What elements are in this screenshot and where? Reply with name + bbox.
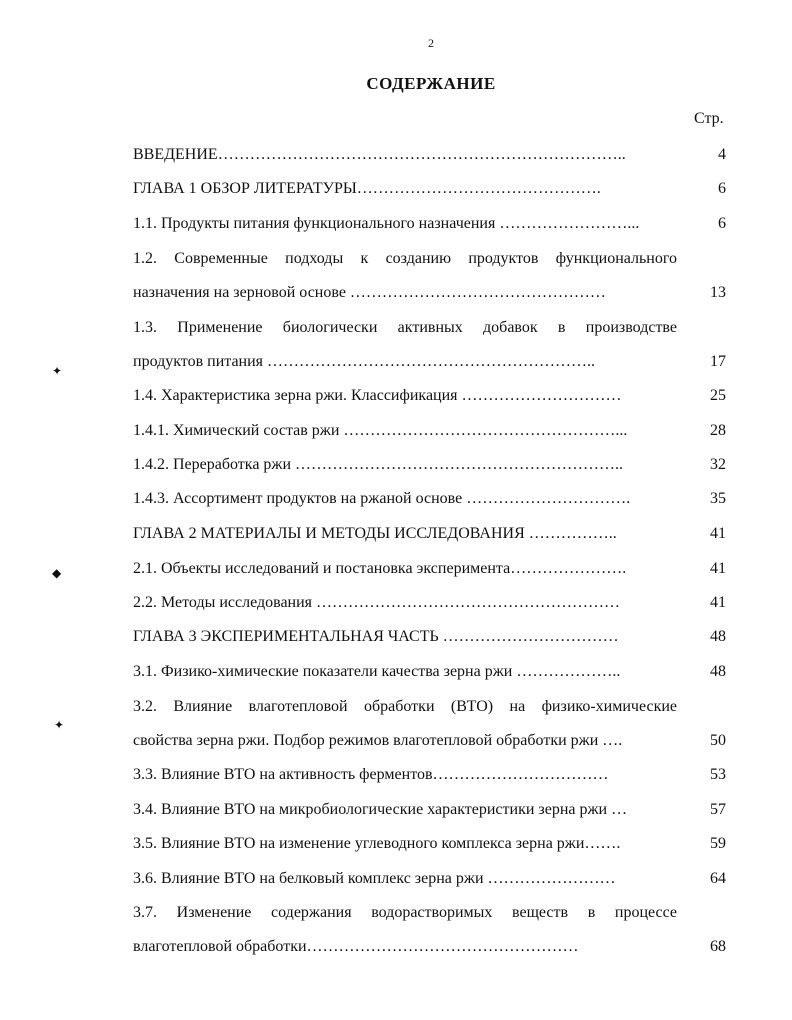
toc-entry[interactable]: 2.1. Объекты исследований и постановка эксперимента…………………. <box>133 560 627 577</box>
page-number: 2 <box>428 36 434 50</box>
toc-page: 4 <box>718 146 726 163</box>
toc-page: 17 <box>710 353 726 370</box>
toc-entry[interactable]: 1.4.3. Ассортимент продуктов на ржаной основе …………………………. <box>133 490 631 507</box>
toc-entry[interactable]: 3.2. Влияние влаготепловой обработки (ВТО) на физико-химические <box>133 698 677 715</box>
toc-page: 68 <box>710 938 726 955</box>
margin-mark: ✦ <box>54 718 65 732</box>
toc-page: 48 <box>710 628 726 645</box>
toc-entry[interactable]: 3.4. Влияние ВТО на микробиологические характеристики зерна ржи … <box>133 801 628 818</box>
toc-entry[interactable]: 2.2. Методы исследования ………………………………………………… <box>133 594 621 611</box>
toc-entry[interactable]: 1.4. Характеристика зерна ржи. Классификация ………………………… <box>133 387 622 404</box>
page-title: СОДЕРЖАНИЕ <box>366 74 496 93</box>
toc-entry[interactable]: 3.3. Влияние ВТО на активность ферментов…………………………… <box>133 766 609 783</box>
toc-page: 41 <box>710 560 726 577</box>
toc-page: 41 <box>710 525 726 542</box>
toc-page: 28 <box>710 422 726 439</box>
toc-entry-cont[interactable]: продуктов питания …………………………………………………….. <box>133 353 596 370</box>
toc-entry-chapter-1[interactable]: ГЛАВА 1 ОБЗОР ЛИТЕРАТУРЫ………………………………………. <box>133 180 601 197</box>
margin-mark: ✦ <box>52 364 63 378</box>
toc-entry-cont[interactable]: влаготепловой обработки…………………………………………… <box>133 938 579 955</box>
toc-entry-intro[interactable]: ВВЕДЕНИЕ………………………………………………………………….. <box>133 146 626 163</box>
toc-page: 41 <box>710 594 726 611</box>
toc-entry[interactable]: 1.4.1. Химический состав ржи ……………………………………………... <box>133 422 628 439</box>
toc-entry-chapter-3[interactable]: ГЛАВА 3 ЭКСПЕРИМЕНТАЛЬНАЯ ЧАСТЬ …………………………… <box>133 628 619 645</box>
toc-entry[interactable]: 1.2. Современные подходы к созданию продуктов функционального <box>133 250 677 267</box>
toc-entry[interactable]: 3.1. Физико-химические показатели качества зерна ржи ……………….. <box>133 663 621 680</box>
toc-page: 57 <box>710 801 726 818</box>
toc-entry[interactable]: 1.1. Продукты питания функционального назначения ……………………... <box>133 215 640 232</box>
toc-entry[interactable]: 1.3. Применение биологически активных добавок в производстве <box>133 319 677 336</box>
toc-page: 35 <box>710 490 726 507</box>
toc-page: 64 <box>710 870 726 887</box>
toc-page: 59 <box>710 835 726 852</box>
toc-page: 13 <box>710 284 726 301</box>
toc-page: 48 <box>710 663 726 680</box>
toc-page: 6 <box>718 180 726 197</box>
margin-mark: ◆ <box>52 566 62 580</box>
toc-entry[interactable]: 1.4.2. Переработка ржи …………………………………………………….. <box>133 456 624 473</box>
toc-entry-cont[interactable]: назначения на зерновой основе ………………………………………… <box>133 284 606 301</box>
toc-entry-cont[interactable]: свойства зерна ржи. Подбор режимов влаготепловой обработки ржи …. <box>133 732 623 749</box>
toc-entry[interactable]: 3.7. Изменение содержания водорастворимых веществ в процессе <box>133 904 677 921</box>
toc-entry-chapter-2[interactable]: ГЛАВА 2 МАТЕРИАЛЫ И МЕТОДЫ ИССЛЕДОВАНИЯ …………….. <box>133 525 617 542</box>
toc-page: 53 <box>710 766 726 783</box>
toc-page: 25 <box>710 387 726 404</box>
toc-page: 6 <box>718 215 726 232</box>
toc-entry[interactable]: 3.5. Влияние ВТО на изменение углеводного комплекса зерна ржи……. <box>133 835 621 852</box>
toc-page: 32 <box>710 456 726 473</box>
page-column-header: Стр. <box>694 110 724 127</box>
toc-page: 50 <box>710 732 726 749</box>
toc-entry[interactable]: 3.6. Влияние ВТО на белковый комплекс зерна ржи …………………… <box>133 870 616 887</box>
